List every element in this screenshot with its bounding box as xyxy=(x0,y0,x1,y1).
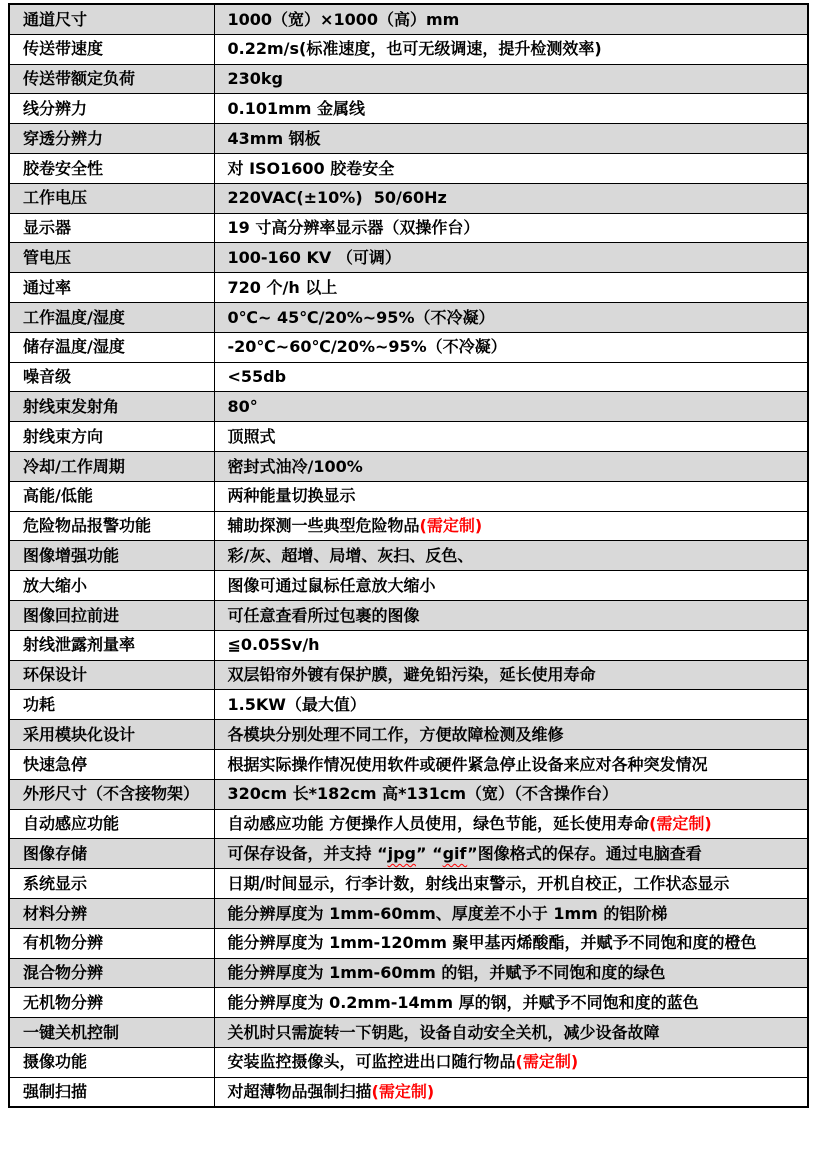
spec-value xyxy=(214,392,808,422)
spec-value xyxy=(214,928,808,958)
spec-label: 图像存储 xyxy=(9,839,214,869)
spec-value-text: 日期/时间显示，行李计数，射线出束警示，开机自校正，工作状态显示 xyxy=(227,873,730,893)
spec-value-spellcheck-word: gif xyxy=(442,843,468,863)
table-row xyxy=(9,153,808,183)
spec-label: 图像回拉前进 xyxy=(9,600,214,630)
table-row xyxy=(9,958,808,988)
spec-value xyxy=(214,720,808,750)
spec-label: 冷却/工作周期 xyxy=(9,451,214,481)
spec-label: 摄像功能 xyxy=(9,1047,214,1077)
spec-value xyxy=(214,839,808,869)
table-row xyxy=(9,183,808,213)
spec-label: 噪音级 xyxy=(9,362,214,392)
spec-value-text: 可保存设备，并支持 “ xyxy=(227,843,388,863)
table-row xyxy=(9,34,808,64)
spec-value xyxy=(214,64,808,94)
table-row xyxy=(9,541,808,571)
spec-value-text: 各模块分别处理不同工作，方便故障检测及维修 xyxy=(227,724,564,744)
spec-value-text: 密封式油冷/100% xyxy=(227,456,363,476)
spec-value-red-note: (需定制) xyxy=(649,814,712,834)
spec-value xyxy=(214,94,808,124)
spec-value xyxy=(214,302,808,332)
spec-value-text: 80° xyxy=(227,396,258,416)
spec-label: 放大缩小 xyxy=(9,571,214,601)
spec-value xyxy=(214,869,808,899)
spec-value-text: 根据实际操作情况使用软件或硬件紧急停止设备来应对各种突发情况 xyxy=(227,754,708,774)
spec-value-text: 230kg xyxy=(227,69,283,89)
spec-table xyxy=(8,3,809,1108)
table-row xyxy=(9,749,808,779)
spec-label: 通道尺寸 xyxy=(9,4,214,34)
spec-value xyxy=(214,541,808,571)
spec-value-text: 顶照式 xyxy=(227,426,276,446)
table-row xyxy=(9,839,808,869)
spec-value-text: 自动感应功能 方便操作人员使用，绿色节能，延长使用寿命 xyxy=(227,814,650,834)
table-row xyxy=(9,124,808,154)
spec-value xyxy=(214,362,808,392)
spec-value xyxy=(214,332,808,362)
spec-label: 一键关机控制 xyxy=(9,1018,214,1048)
spec-label: 高能/低能 xyxy=(9,481,214,511)
spec-label: 强制扫描 xyxy=(9,1077,214,1107)
spec-value-text: 能分辨厚度为 1mm-60mm、厚度差不小于 1mm 的铝阶梯 xyxy=(227,903,668,923)
table-row xyxy=(9,302,808,332)
spec-value-spellcheck-word: jpg xyxy=(387,843,416,863)
table-row xyxy=(9,392,808,422)
spec-value xyxy=(214,153,808,183)
table-row xyxy=(9,988,808,1018)
table-row xyxy=(9,481,808,511)
spec-value-text: 43mm 钢板 xyxy=(227,128,321,148)
spec-label: 危险物品报警功能 xyxy=(9,511,214,541)
spec-value-text: 能分辨厚度为 0.2mm-14mm 厚的钢，并赋予不同饱和度的蓝色 xyxy=(227,992,699,1012)
table-row xyxy=(9,511,808,541)
table-row xyxy=(9,64,808,94)
spec-value-text: 对 ISO1600 胶卷安全 xyxy=(227,158,395,178)
spec-value-text: 辅助探测一些典型危险物品 xyxy=(227,516,420,536)
spec-value xyxy=(214,898,808,928)
spec-label: 射线束发射角 xyxy=(9,392,214,422)
spec-value-text: 1000（宽）×1000（高）mm xyxy=(227,9,460,29)
spec-value-red-note: (需定制) xyxy=(515,1052,579,1072)
spec-label: 系统显示 xyxy=(9,869,214,899)
spec-label: 混合物分辨 xyxy=(9,958,214,988)
spec-value-text: 1.5KW（最大值） xyxy=(227,694,366,714)
spec-value-text: 两种能量切换显示 xyxy=(227,486,356,506)
table-row xyxy=(9,690,808,720)
spec-value xyxy=(214,213,808,243)
table-row xyxy=(9,273,808,303)
spec-label: 无机物分辨 xyxy=(9,988,214,1018)
spec-value xyxy=(214,34,808,64)
spec-value xyxy=(214,988,808,1018)
spec-value-text: 关机时只需旋转一下钥匙，设备自动安全关机，减少设备故障 xyxy=(227,1022,660,1042)
spec-value-text: ≦0.05Sv/h xyxy=(227,635,320,655)
spec-value-text: ” “ xyxy=(415,843,443,863)
spec-label: 射线束方向 xyxy=(9,422,214,452)
spec-value-red-note: (需定制) xyxy=(419,516,483,536)
spec-label: 穿透分辨力 xyxy=(9,124,214,154)
table-row xyxy=(9,213,808,243)
spec-label: 工作温度/湿度 xyxy=(9,302,214,332)
spec-value xyxy=(214,630,808,660)
table-row xyxy=(9,332,808,362)
table-row xyxy=(9,451,808,481)
table-row xyxy=(9,809,808,839)
table-row xyxy=(9,94,808,124)
spec-value xyxy=(214,809,808,839)
table-row xyxy=(9,600,808,630)
spec-label: 快速急停 xyxy=(9,749,214,779)
spec-label: 管电压 xyxy=(9,243,214,273)
table-row xyxy=(9,898,808,928)
spec-value-text: 220VAC(±10%) 50/60Hz xyxy=(227,188,447,208)
spec-value-text: 320cm 长*182cm 高*131cm（宽）（不含操作台） xyxy=(227,784,619,804)
spec-value-text: 0.22m/s(标准速度，也可无级调速，提升检测效率) xyxy=(227,39,602,59)
table-row xyxy=(9,660,808,690)
spec-value-text: 双层铅帘外镀有保护膜，避免铅污染，延长使用寿命 xyxy=(227,665,596,685)
spec-label: 自动感应功能 xyxy=(9,809,214,839)
spec-label: 线分辨力 xyxy=(9,94,214,124)
spec-value xyxy=(214,124,808,154)
spec-value-text: 19 寸高分辨率显示器（双操作台） xyxy=(227,218,480,238)
spec-value xyxy=(214,958,808,988)
spec-value-text: 可任意查看所过包裹的图像 xyxy=(227,605,420,625)
table-row xyxy=(9,869,808,899)
spec-table-body xyxy=(9,4,808,1107)
spec-label: 显示器 xyxy=(9,213,214,243)
spec-value xyxy=(214,600,808,630)
spec-value-text: 安装监控摄像头，可监控进出口随行物品 xyxy=(227,1052,516,1072)
spec-value xyxy=(214,1077,808,1107)
table-row xyxy=(9,779,808,809)
spec-value-text: ”图像格式的保存。通过电脑查看 xyxy=(467,843,702,863)
spec-label: 外形尺寸（不含接物架） xyxy=(9,779,214,809)
table-row xyxy=(9,630,808,660)
spec-value xyxy=(214,4,808,34)
table-row xyxy=(9,362,808,392)
spec-value xyxy=(214,481,808,511)
spec-label: 图像增强功能 xyxy=(9,541,214,571)
spec-label: 环保设计 xyxy=(9,660,214,690)
spec-value xyxy=(214,511,808,541)
spec-value-red-note: (需定制) xyxy=(371,1082,435,1102)
table-row xyxy=(9,422,808,452)
spec-label: 传送带速度 xyxy=(9,34,214,64)
table-row xyxy=(9,720,808,750)
spec-label: 射线泄露剂量率 xyxy=(9,630,214,660)
spec-label: 通过率 xyxy=(9,273,214,303)
spec-label: 有机物分辨 xyxy=(9,928,214,958)
spec-value xyxy=(214,422,808,452)
table-row xyxy=(9,571,808,601)
spec-value xyxy=(214,183,808,213)
table-row xyxy=(9,243,808,273)
spec-value xyxy=(214,273,808,303)
spec-label: 功耗 xyxy=(9,690,214,720)
table-row xyxy=(9,1018,808,1048)
spec-value xyxy=(214,1047,808,1077)
spec-value-text: 图像可通过鼠标任意放大缩小 xyxy=(227,575,436,595)
spec-label: 储存温度/湿度 xyxy=(9,332,214,362)
spec-value-text: 720 个/h 以上 xyxy=(227,277,338,297)
spec-value xyxy=(214,571,808,601)
table-row xyxy=(9,1047,808,1077)
spec-value-text: 0.101mm 金属线 xyxy=(227,98,366,118)
spec-value xyxy=(214,660,808,690)
spec-value xyxy=(214,690,808,720)
spec-value xyxy=(214,749,808,779)
spec-value-text: 100-160 KV （可调） xyxy=(227,247,401,267)
spec-value-text: 对超薄物品强制扫描 xyxy=(227,1082,372,1102)
spec-value-text: <55db xyxy=(227,367,287,387)
spec-value-text: 彩/灰、超增、局增、灰扫、反色、 xyxy=(227,545,474,565)
spec-label: 胶卷安全性 xyxy=(9,153,214,183)
table-row xyxy=(9,4,808,34)
spec-value xyxy=(214,451,808,481)
spec-label: 采用模块化设计 xyxy=(9,720,214,750)
spec-label: 传送带额定负荷 xyxy=(9,64,214,94)
spec-value-text: 能分辨厚度为 1mm-120mm 聚甲基丙烯酸酯，并赋予不同饱和度的橙色 xyxy=(227,933,757,953)
spec-value xyxy=(214,1018,808,1048)
spec-value xyxy=(214,243,808,273)
spec-label: 工作电压 xyxy=(9,183,214,213)
spec-label: 材料分辨 xyxy=(9,898,214,928)
table-row xyxy=(9,928,808,958)
spec-value-text: 能分辨厚度为 1mm-60mm 的铝，并赋予不同饱和度的绿色 xyxy=(227,963,666,983)
spec-value xyxy=(214,779,808,809)
spec-value-text: 0℃~ 45℃/20%~95%（不冷凝） xyxy=(227,307,495,327)
table-row xyxy=(9,1077,808,1107)
spec-value-text: -20℃~60℃/20%~95%（不冷凝） xyxy=(227,337,507,357)
